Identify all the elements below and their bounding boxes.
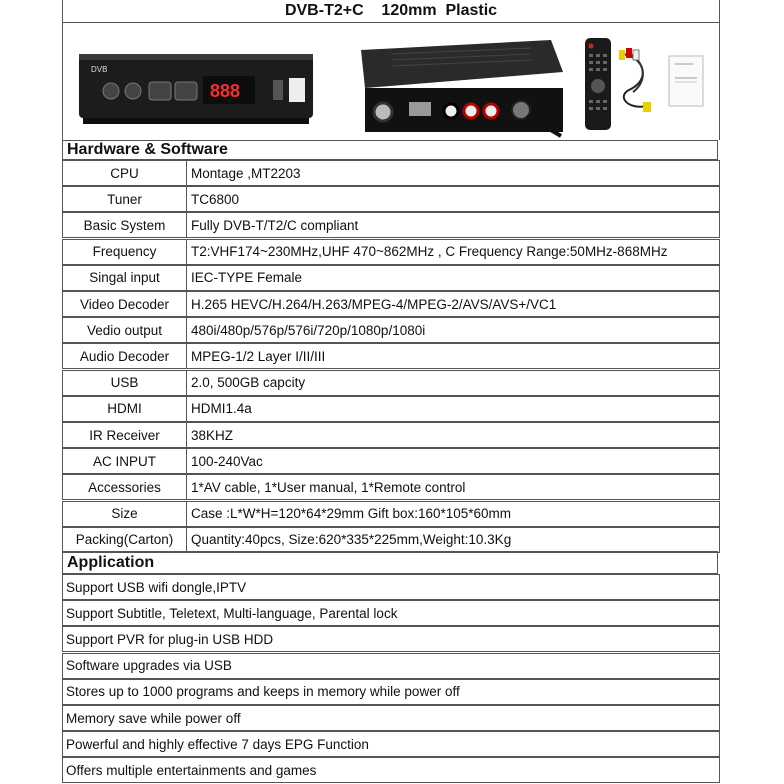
spec-label: Accessories — [62, 474, 187, 500]
spec-value: IEC-TYPE Female — [186, 265, 720, 291]
spec-label: Basic System — [62, 212, 187, 238]
spec-label: Audio Decoder — [62, 343, 187, 369]
spec-value: Case :L*W*H=120*64*29mm Gift box:160*105*60mm — [186, 501, 720, 527]
spec-label: Frequency — [62, 239, 187, 265]
application-item: Support USB wifi dongle,IPTV — [62, 574, 720, 600]
spec-value: 38KHZ — [186, 422, 720, 448]
spec-row — [62, 160, 720, 186]
spec-row — [62, 501, 720, 527]
spec-sheet — [62, 0, 720, 784]
spec-label: CPU — [62, 160, 187, 186]
receiver-rear-image — [351, 32, 567, 144]
spec-value: T2:VHF174~230MHz,UHF 470~862MHz , C Frequency Range:50MHz-868MHz — [186, 239, 720, 265]
receiver-front-image — [77, 44, 317, 130]
spec-row — [62, 370, 720, 396]
spec-row — [62, 239, 720, 265]
spec-label: Packing(Carton) — [62, 527, 187, 553]
spec-label: AC INPUT — [62, 448, 187, 474]
spec-row — [62, 422, 720, 448]
spec-value: 100-240Vac — [186, 448, 720, 474]
application-item: Stores up to 1000 programs and keeps in memory while power off — [62, 679, 720, 705]
spec-value: Fully DVB-T/T2/C compliant — [186, 212, 720, 238]
spec-value: 1*AV cable, 1*User manual, 1*Remote control — [186, 474, 720, 500]
application-heading: Application — [62, 551, 718, 574]
spec-row — [62, 474, 720, 500]
spec-row — [62, 291, 720, 317]
application-item: Offers multiple entertainments and games — [62, 757, 720, 783]
application-item: Memory save while power off — [62, 705, 720, 731]
spec-row — [62, 343, 720, 369]
spec-value: TC6800 — [186, 186, 720, 212]
spec-value: MPEG-1/2 Layer I/II/III — [186, 343, 720, 369]
spec-row — [62, 396, 720, 422]
spec-row — [62, 317, 720, 343]
spec-row — [62, 448, 720, 474]
spec-row — [62, 527, 720, 553]
av-cable-image — [617, 46, 657, 116]
spec-label: IR Receiver — [62, 422, 187, 448]
spec-label: Singal input — [62, 265, 187, 291]
user-manual-image — [667, 54, 707, 110]
spec-label: Vedio output — [62, 317, 187, 343]
spec-value: Quantity:40pcs, Size:620*335*225mm,Weight:10.3Kg — [186, 527, 720, 553]
application-item: Software upgrades via USB — [62, 653, 720, 679]
product-photo-strip — [62, 22, 720, 140]
application-item: Support Subtitle, Teletext, Multi-language, Parental lock — [62, 600, 720, 626]
spec-value: HDMI1.4a — [186, 396, 720, 422]
spec-label: Size — [62, 501, 187, 527]
spec-value: 2.0, 500GB capcity — [186, 370, 720, 396]
spec-label: Video Decoder — [62, 291, 187, 317]
spec-row — [62, 186, 720, 212]
spec-value: Montage ,MT2203 — [186, 160, 720, 186]
spec-value: H.265 HEVC/H.264/H.263/MPEG-4/MPEG-2/AVS/AVS+/VC1 — [186, 291, 720, 317]
product-title: DVB-T2+C 120mm Plastic — [62, 0, 720, 23]
svg-text:DVB: DVB — [91, 65, 108, 74]
spec-label: HDMI — [62, 396, 187, 422]
spec-value: 480i/480p/576p/576i/720p/1080p/1080i — [186, 317, 720, 343]
spec-row — [62, 212, 720, 238]
application-item: Support PVR for plug-in USB HDD — [62, 626, 720, 652]
remote-control-image — [583, 36, 613, 132]
application-item: Powerful and highly effective 7 days EPG Function — [62, 731, 720, 757]
spec-row — [62, 265, 720, 291]
spec-label: USB — [62, 370, 187, 396]
svg-text:888: 888 — [210, 81, 241, 101]
hardware-software-heading: Hardware & Software — [62, 140, 718, 160]
spec-label: Tuner — [62, 186, 187, 212]
